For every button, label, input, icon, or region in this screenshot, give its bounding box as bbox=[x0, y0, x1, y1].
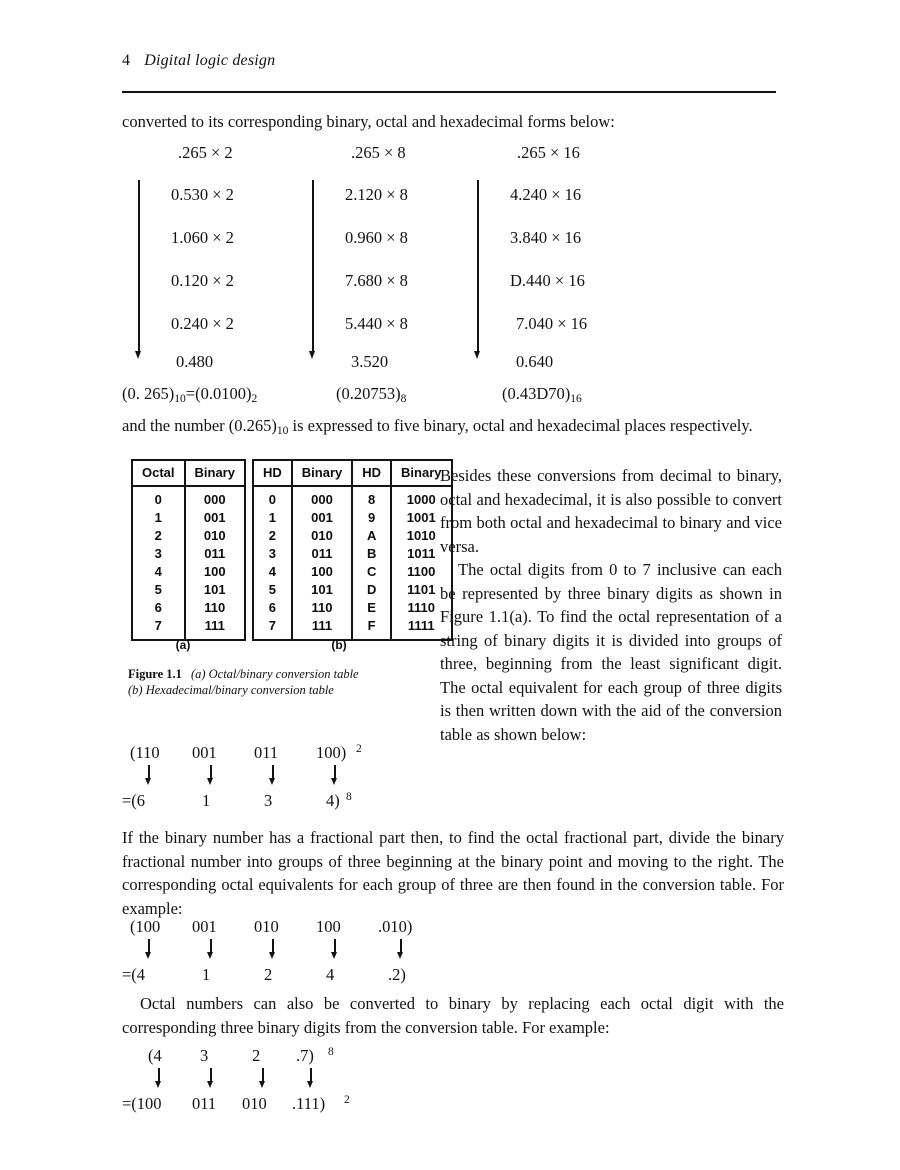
table-b-cell: 2 bbox=[253, 527, 292, 545]
paragraph-fractional-part: If the binary number has a fractional part then, to find the octal fractional part, divide the binary fractional number into groups of three beginning at the binary point and moving to the right. The corresponding octal equivalents for each group of three are then found in the conversion table. For example: bbox=[122, 828, 784, 918]
paragraph-after-columns bbox=[122, 414, 782, 438]
table-a-cell: 1 bbox=[132, 509, 185, 527]
example-3-top-cell: .7) bbox=[296, 1046, 314, 1065]
hexadecimal-binary-conversion-table bbox=[252, 459, 453, 641]
table-b-cell: 0 bbox=[253, 486, 292, 509]
table-a-cell: 0 bbox=[132, 486, 185, 509]
example-3-top-cell: 2 bbox=[252, 1046, 261, 1065]
table-row bbox=[132, 527, 245, 545]
example-3-bottom-cell: .111) bbox=[292, 1094, 326, 1113]
table-a-cell: 110 bbox=[185, 599, 245, 617]
binary-column-row-3: 0.120 × 2 bbox=[171, 271, 234, 290]
table-a-label: (a) bbox=[175, 638, 191, 652]
binary-result-value: (0.0100) bbox=[195, 384, 252, 403]
binary-column-row-5: 0.480 bbox=[176, 352, 214, 371]
table-b-header-hd-2: HD bbox=[352, 460, 391, 486]
table-row bbox=[132, 581, 245, 599]
table-a-cell: 5 bbox=[132, 581, 185, 599]
example-2-top-cell: 001 bbox=[192, 917, 217, 936]
side-paragraph-2: The octal digits from 0 to 7 inclusive can each be represented by three binary digits as shown in Figure 1.1(a). To find the octal representation of a string of binary digits it is divided into groups of three, beginning from the least significant digit. The octal equivalent for each group of three digits is then written down with the aid of the conversion table as shown below: bbox=[440, 560, 782, 744]
binary-column-result bbox=[122, 384, 257, 404]
example-1-bottom-lead: =(6 bbox=[122, 791, 146, 810]
example-2-bottom-cell: 2 bbox=[264, 965, 273, 984]
binary-result-equals: = bbox=[185, 384, 196, 403]
octal-binary-conversion-table bbox=[131, 459, 246, 641]
binary-result-decimal-sub: 10 bbox=[174, 393, 186, 406]
hexadecimal-column-arrow bbox=[473, 180, 482, 360]
paragraph-after-columns-before: and the number (0.265) bbox=[122, 416, 277, 435]
table-row bbox=[253, 527, 452, 545]
octal-column-row-5: 3.520 bbox=[351, 352, 389, 371]
table-b-cell: 3 bbox=[253, 545, 292, 563]
example-2-top-cell: 100 bbox=[316, 917, 341, 936]
table-b-cell: 1111 bbox=[391, 617, 451, 641]
table-b-cell: 1011 bbox=[391, 545, 451, 563]
down-arrow-icon bbox=[396, 939, 405, 961]
down-arrow-icon bbox=[154, 1068, 163, 1090]
table-row bbox=[132, 486, 245, 509]
example-1-top-cell: (110 bbox=[130, 743, 160, 762]
example-1-bottom-cell: 3 bbox=[264, 791, 273, 810]
example-2-top-cell: .010) bbox=[378, 917, 413, 936]
table-b-cell: 1010 bbox=[391, 527, 451, 545]
example-2-bottom-cell: 4 bbox=[326, 965, 335, 984]
table-b-cell: A bbox=[352, 527, 391, 545]
table-a-cell: 111 bbox=[185, 617, 245, 641]
example-3-bottom-cell: 011 bbox=[192, 1094, 217, 1113]
table-b-header-binary-1: Binary bbox=[292, 460, 352, 486]
down-arrow-icon bbox=[330, 765, 339, 787]
down-arrow-icon bbox=[330, 939, 339, 961]
table-a-cell: 001 bbox=[185, 509, 245, 527]
figure-caption-line-2: (b) Hexadecimal/binary conversion table bbox=[128, 683, 334, 697]
example-1-bottom-cell: 4) bbox=[326, 791, 340, 810]
example-2-bottom-lead: =(4 bbox=[122, 965, 146, 984]
table-b-cell: D bbox=[352, 581, 391, 599]
octal-result-base: 8 bbox=[400, 393, 407, 406]
table-b-cell: 011 bbox=[292, 545, 352, 563]
table-b-label: (b) bbox=[331, 638, 347, 652]
paragraph-octal-to-binary: Octal numbers can also be converted to binary by replacing each octal digit with the corresponding three binary digits from the conversion table. For example: bbox=[122, 994, 784, 1037]
binary-column-row-1: 0.530 × 2 bbox=[171, 185, 234, 204]
table-row bbox=[132, 545, 245, 563]
example-1-top-cell: 001 bbox=[192, 743, 217, 762]
table-a-cell: 100 bbox=[185, 563, 245, 581]
table-row bbox=[132, 509, 245, 527]
down-arrow-icon bbox=[258, 1068, 267, 1090]
table-b-cell: 1000 bbox=[391, 486, 451, 509]
example-2-bottom-cell: .2) bbox=[388, 965, 406, 984]
table-b-cell: B bbox=[352, 545, 391, 563]
table-row bbox=[253, 545, 452, 563]
hexadecimal-result-value: (0.43D70) bbox=[502, 384, 571, 403]
binary-column-row-4: 0.240 × 2 bbox=[171, 314, 234, 333]
down-arrow-icon bbox=[206, 939, 215, 961]
down-arrow-icon bbox=[306, 1068, 315, 1090]
table-row bbox=[253, 509, 452, 527]
table-a-header-octal: Octal bbox=[132, 460, 185, 486]
table-b-cell: 9 bbox=[352, 509, 391, 527]
example-3-bottom-lead: =(100 bbox=[122, 1094, 162, 1113]
table-a-cell: 7 bbox=[132, 617, 185, 641]
table-a-cell: 000 bbox=[185, 486, 245, 509]
header-rule bbox=[122, 91, 776, 93]
table-a-cell: 011 bbox=[185, 545, 245, 563]
example-2-top-cell: 010 bbox=[254, 917, 279, 936]
binary-column-arrow bbox=[134, 180, 143, 360]
table-row bbox=[253, 486, 452, 509]
hexadecimal-column-row-4: 7.040 × 16 bbox=[516, 314, 588, 333]
binary-result-base: 2 bbox=[251, 393, 258, 406]
table-b-cell: 4 bbox=[253, 563, 292, 581]
paragraph-after-columns-after: is expressed to five binary, octal and hexadecimal places respectively. bbox=[288, 416, 753, 435]
down-arrow-icon bbox=[206, 1068, 215, 1090]
octal-column-row-1: 2.120 × 8 bbox=[345, 185, 408, 204]
hexadecimal-column-row-1: 4.240 × 16 bbox=[510, 185, 582, 204]
hexadecimal-column-row-2: 3.840 × 16 bbox=[510, 228, 582, 247]
octal-column-row-2: 0.960 × 8 bbox=[345, 228, 408, 247]
example-3-top-cell: (4 bbox=[148, 1046, 162, 1065]
example-2-bottom-cell: 1 bbox=[202, 965, 211, 984]
table-a-header-binary: Binary bbox=[185, 460, 245, 486]
example-3-bottom-cell: 010 bbox=[242, 1094, 267, 1113]
octal-column-row-3: 7.680 × 8 bbox=[345, 271, 408, 290]
binary-column-row-2: 1.060 × 2 bbox=[171, 228, 234, 247]
example-2-top-cell: (100 bbox=[130, 917, 161, 936]
table-row bbox=[132, 617, 245, 641]
table-b-cell: 000 bbox=[292, 486, 352, 509]
table-b-header-hd-1: HD bbox=[253, 460, 292, 486]
table-b-cell: 1001 bbox=[391, 509, 451, 527]
figure-caption-line-1: (a) Octal/binary conversion table bbox=[190, 667, 359, 681]
table-header-row bbox=[253, 460, 452, 486]
table-row bbox=[132, 563, 245, 581]
running-title: Digital logic design bbox=[144, 52, 276, 69]
example-1-top-cell: 011 bbox=[254, 743, 279, 762]
hexadecimal-result-base: 16 bbox=[570, 393, 582, 406]
table-b-cell: 5 bbox=[253, 581, 292, 599]
octal-column-arrow bbox=[308, 180, 317, 360]
table-b-cell: 6 bbox=[253, 599, 292, 617]
table-row bbox=[253, 563, 452, 581]
binary-result-decimal: (0. 265) bbox=[122, 384, 175, 403]
table-b-cell: 010 bbox=[292, 527, 352, 545]
table-b-cell: 001 bbox=[292, 509, 352, 527]
table-b-cell: C bbox=[352, 563, 391, 581]
table-b-cell: 110 bbox=[292, 599, 352, 617]
octal-column-header: .265 × 8 bbox=[351, 143, 406, 162]
octal-column-result bbox=[336, 384, 406, 404]
table-b-cell: 7 bbox=[253, 617, 292, 641]
hexadecimal-column-row-5: 0.640 bbox=[516, 352, 554, 371]
table-a-cell: 2 bbox=[132, 527, 185, 545]
table-header-row bbox=[132, 460, 245, 486]
octal-result-value: (0.20753) bbox=[336, 384, 401, 403]
table-b-cell: 100 bbox=[292, 563, 352, 581]
table-b-cell: E bbox=[352, 599, 391, 617]
intro-paragraph: converted to its corresponding binary, octal and hexadecimal forms below: bbox=[122, 112, 615, 131]
table-a-cell: 6 bbox=[132, 599, 185, 617]
down-arrow-icon bbox=[268, 765, 277, 787]
table-a-cell: 4 bbox=[132, 563, 185, 581]
down-arrow-icon bbox=[144, 939, 153, 961]
hexadecimal-column-result bbox=[502, 384, 582, 404]
figure-number: Figure 1.1 bbox=[128, 667, 182, 681]
hexadecimal-column-row-3: D.440 × 16 bbox=[510, 271, 585, 290]
table-a-cell: 3 bbox=[132, 545, 185, 563]
side-paragraph-1: Besides these conversions from decimal to binary, octal and hexadecimal, it is also possible to convert from both octal and hexadecimal to binary and vice versa. bbox=[440, 466, 782, 556]
table-b-cell: 1100 bbox=[391, 563, 451, 581]
down-arrow-icon bbox=[268, 939, 277, 961]
binary-column-header: .265 × 2 bbox=[178, 143, 233, 162]
octal-column-row-4: 5.440 × 8 bbox=[345, 314, 408, 333]
table-a-cell: 010 bbox=[185, 527, 245, 545]
table-b-cell: 111 bbox=[292, 617, 352, 641]
down-arrow-icon bbox=[144, 765, 153, 787]
example-1-bottom-cell: 1 bbox=[202, 791, 211, 810]
paragraph-after-columns-sub: 10 bbox=[276, 425, 289, 438]
table-b-cell: 101 bbox=[292, 581, 352, 599]
table-row bbox=[253, 617, 452, 641]
table-b-cell: F bbox=[352, 617, 391, 641]
table-b-cell: 8 bbox=[352, 486, 391, 509]
table-b-cell: 1110 bbox=[391, 599, 451, 617]
hexadecimal-column-header: .265 × 16 bbox=[517, 143, 580, 162]
down-arrow-icon bbox=[206, 765, 215, 787]
running-head bbox=[122, 52, 782, 70]
table-row bbox=[253, 581, 452, 599]
page-folio: 4 bbox=[122, 52, 131, 69]
table-b-cell: 1 bbox=[253, 509, 292, 527]
table-row bbox=[253, 599, 452, 617]
example-1-top-cell: 100) bbox=[316, 743, 347, 762]
page-canvas: 4 Digital logic design converted to its corresponding binary, octal and hexadecimal forms below: .265 × 2 .265 × 8 .265 × 16 0.530 × 2 1.060 × 2 0.120 × 2 0.240 × 2 0.480 2.120 × 8 0.960 × 8 7.680 × 8 5.440 × 8 3.520 4.240 × 16 3.840 × 16 D.440 × 16 7.040 × 16 0.640 (0. $265)_{10}=(0.0100)_2$ $(0.20753)_8$ $(0.43D70)_{16}$ and the number $(0.265)_{10}$ is expressed to five binary, octal and hexadecimal places respectively. Octal Binary 0 000 1 001 2 010 3 011 4 100 5 101 6 110 7 111 (a) HD Binary HD Binary 0 000 8 1000 1 001 9 1001 2 010 A 1010 3 011 B 1011 4 100 C 1100 5 101 D 1101 6 110 E 1110 7 111 F 1111 (b) Figure 1.1 (a) Octal/binary conversion table (b) Hexadecimal/binary conversion table Besides these conversions from decimal to binary, octal and hexadecimal, it is also possible to convert from both octal and hexadecimal to binary and vice versa. The octal digits from 0 to 7 inclusive can each be represented by three binary digits as shown in Figure 1.1(a). To find the octal representation of a string of binary digits it is divided into groups of three, beginning from the least significant digit. The octal equivalent for each group of three digits is then written down with the aid of the conversion table as shown below: (110 001 011 100) 2 =(6 1 3 4) 8 If the binary number has a fractional part then, to find the octal fractional part, divide the binary fractional number into groups of three beginning at the binary point and moving to the right. The corresponding octal equivalents for each group of three are then found in the conversion table. For example: (100 001 010 100 .010) =(4 1 2 4 .2) Octal numbers can also be converted to binary by replacing each octal digit with the corresponding three binary digits from the conversion table. For example: (4 3 2 .7) 8 =(100 011 010 .111) 2 bbox=[122, 52, 784, 1113]
table-b-header-binary-2: Binary bbox=[391, 460, 451, 486]
table-b-cell: 1101 bbox=[391, 581, 451, 599]
table-row bbox=[132, 599, 245, 617]
figure-caption bbox=[128, 666, 428, 698]
table-a-cell: 101 bbox=[185, 581, 245, 599]
example-3-top-cell: 3 bbox=[200, 1046, 209, 1065]
